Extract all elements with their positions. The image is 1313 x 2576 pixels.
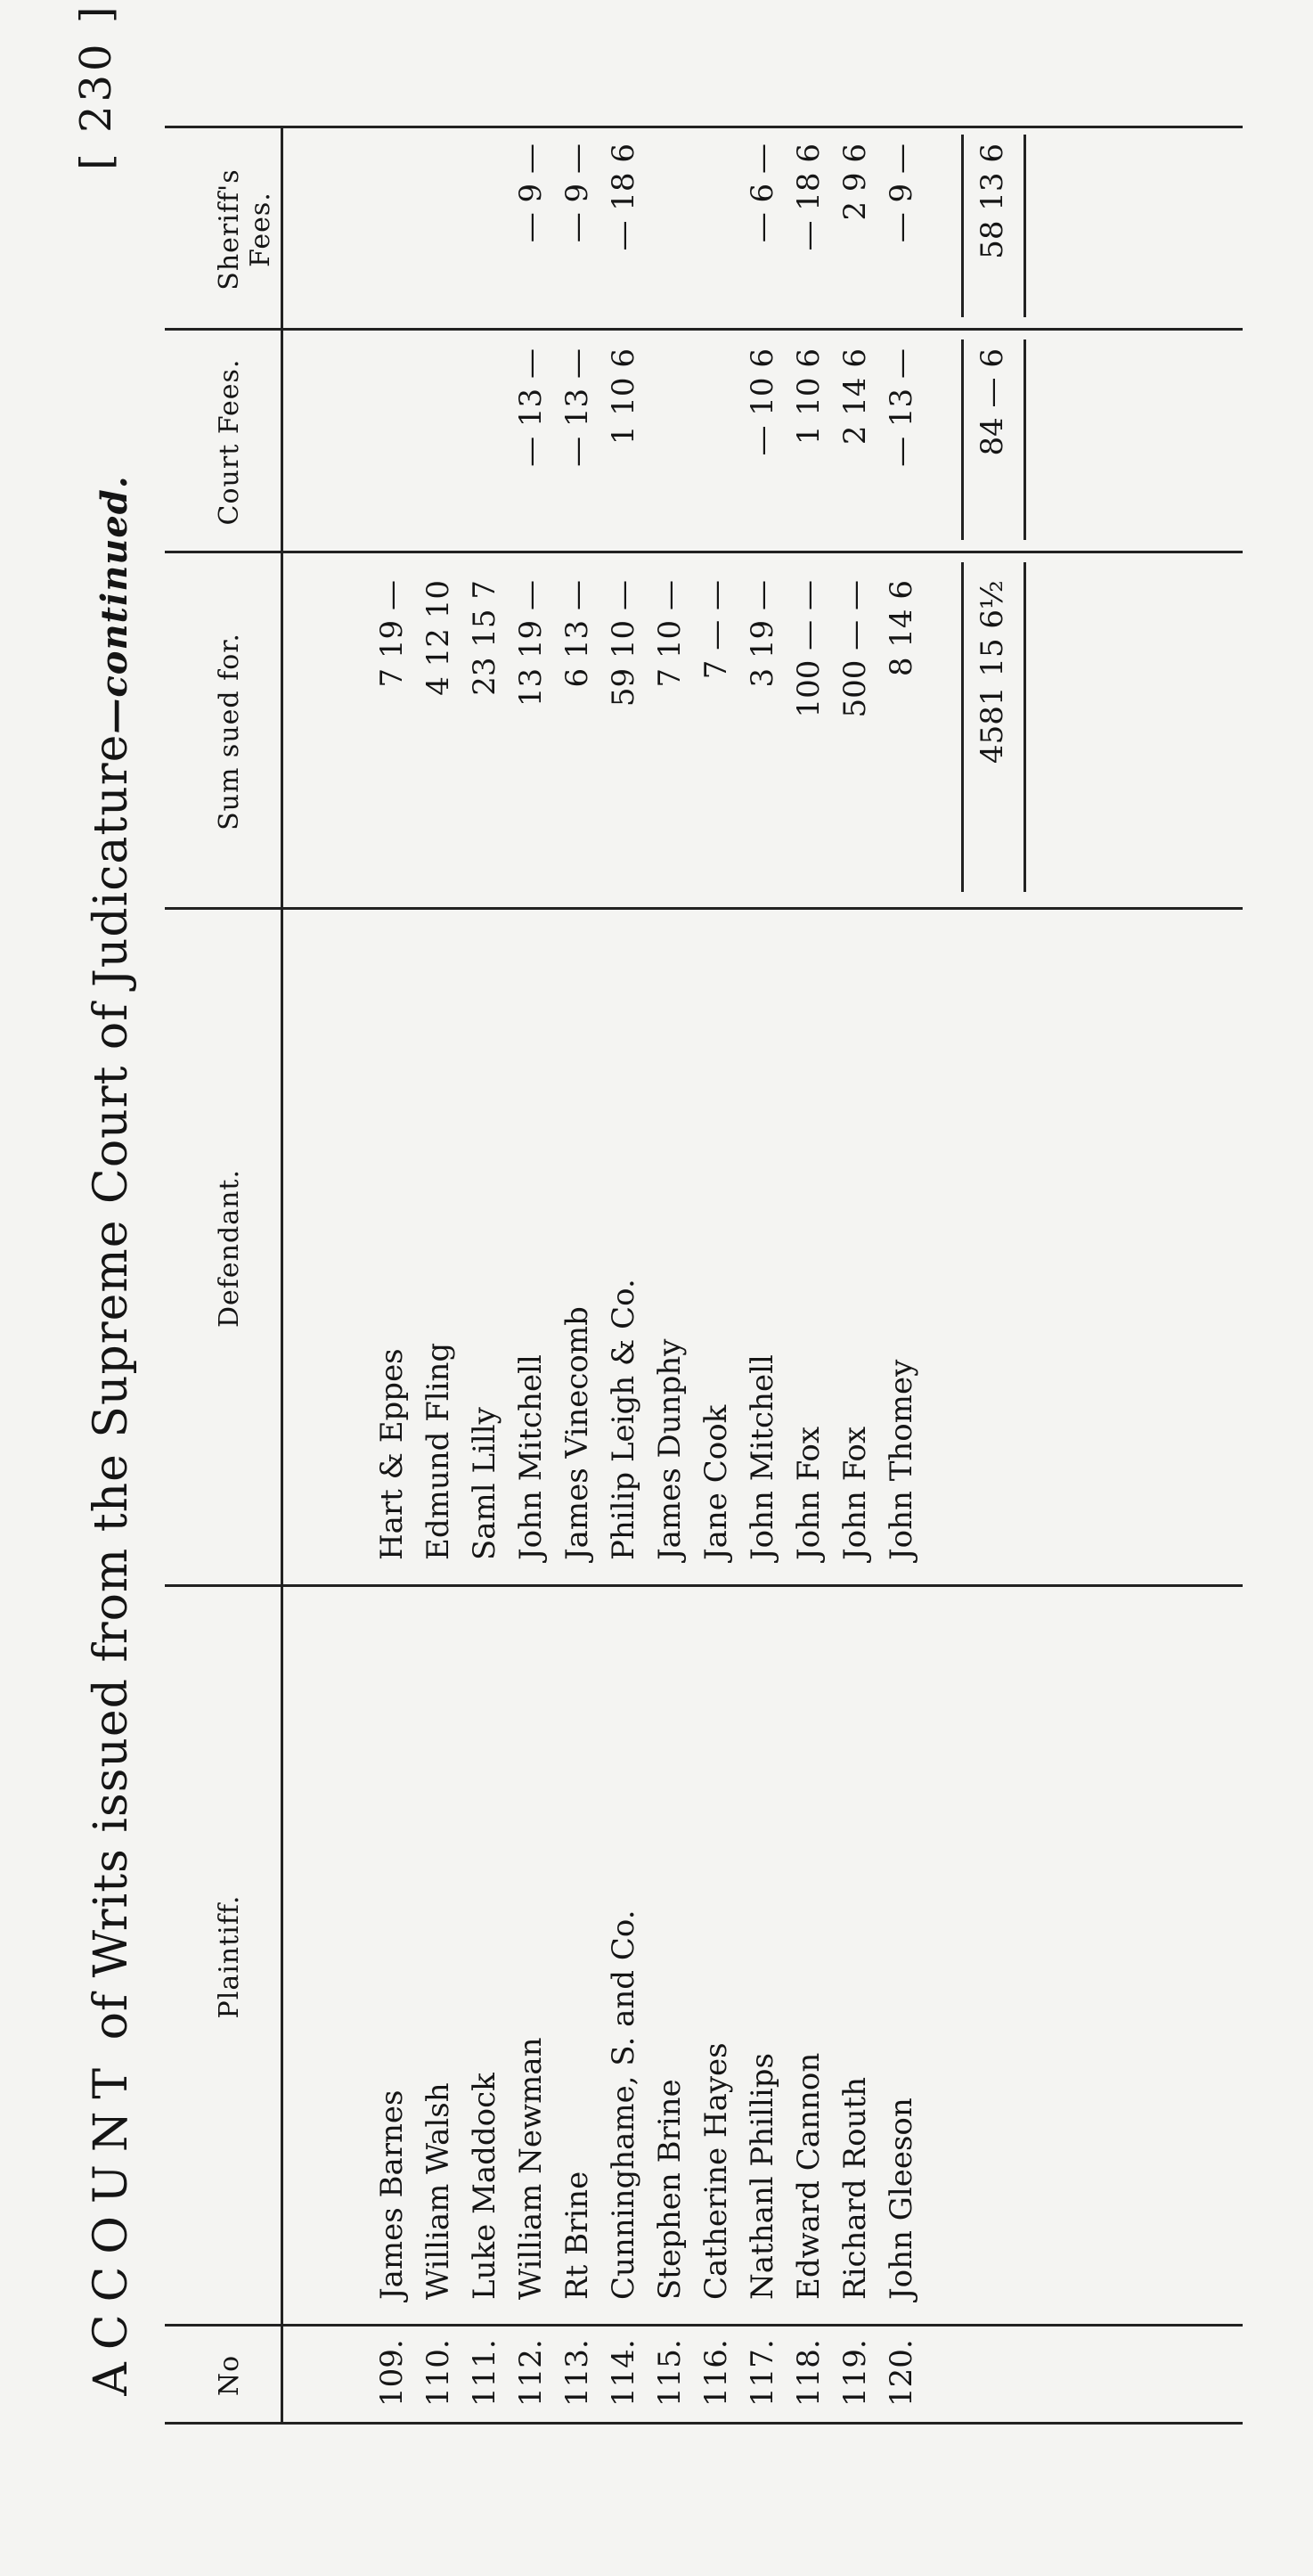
column-header-sum: Sum sued for.	[214, 633, 245, 830]
totals-rule	[961, 135, 964, 317]
plaintiff-name: Richard Routh	[837, 2076, 873, 2300]
row-number: 109.	[374, 2339, 410, 2407]
row-number: 113.	[559, 2339, 595, 2407]
totals-rule	[961, 339, 964, 540]
plaintiff-name: William Walsh	[420, 2082, 456, 2300]
page-number: [ 230 ]	[71, 3, 121, 170]
plaintiff-name: Nathanl Phillips	[745, 2053, 780, 2300]
court-fees: — 10 6	[745, 348, 780, 456]
row-number: 110.	[420, 2339, 456, 2407]
defendant-name: Edmund Fling	[420, 1342, 456, 1560]
plaintiff-name: Stephen Brine	[652, 2079, 688, 2300]
sum-sued: 6 13 —	[559, 580, 595, 688]
column-header-plaintiff: Plaintiff.	[214, 1894, 245, 2019]
heading-rest: of Writs issued from the Supreme Court of Judicature	[85, 733, 138, 2056]
heading-caps: ACCOUNT	[85, 2055, 138, 2396]
column-divider	[165, 328, 1243, 331]
column-divider	[165, 1584, 1243, 1587]
sum-sued: 100 — —	[791, 580, 827, 718]
defendant-name: John Mitchell	[513, 1354, 549, 1560]
plaintiff-name: William Newman	[513, 2037, 549, 2300]
total-sum: 4581 15 6½	[975, 580, 1010, 764]
total-court: 84 — 6	[975, 348, 1010, 456]
sheriff-fees: — 6 —	[745, 143, 780, 243]
sheriff-fees: — 18 6	[606, 143, 641, 251]
sheriff-fees: — 9 —	[559, 143, 595, 243]
row-number: 112.	[513, 2339, 549, 2407]
totals-rule	[961, 562, 964, 892]
plaintiff-name: Rt Brine	[559, 2171, 595, 2300]
column-divider	[165, 2324, 1243, 2327]
header-rule	[281, 126, 283, 2425]
row-number: 111.	[467, 2339, 502, 2407]
sum-sued: 7 10 —	[652, 580, 688, 688]
defendant-name: Jane Cook	[698, 1404, 734, 1560]
defendant-name: Saml Lilly	[467, 1407, 502, 1560]
sum-sued: 4 12 10	[420, 580, 456, 696]
sum-sued: 59 10 —	[606, 580, 641, 707]
column-divider	[165, 551, 1243, 553]
defendant-name: Hart & Eppes	[374, 1348, 410, 1560]
sheriff-fees: 2 9 6	[837, 143, 873, 221]
row-number: 118.	[791, 2339, 827, 2407]
heading-suffix: —continued.	[94, 475, 135, 734]
court-fees: 1 10 6	[791, 348, 827, 446]
sum-sued: 23 15 7	[467, 580, 502, 696]
defendant-name: Philip Leigh & Co.	[606, 1279, 641, 1560]
defendant-name: John Fox	[791, 1426, 827, 1560]
sheriff-fees: — 9 —	[884, 143, 919, 243]
sum-sued: 3 19 —	[745, 580, 780, 688]
row-number: 116.	[698, 2339, 734, 2407]
defendant-name: John Mitchell	[745, 1354, 780, 1560]
plaintiff-name: John Gleeson	[884, 2098, 919, 2300]
sum-sued: 7 — —	[698, 580, 734, 680]
plaintiff-name: Luke Maddock	[467, 2073, 502, 2300]
plaintiff-name: Edward Cannon	[791, 2052, 827, 2300]
row-number: 115.	[652, 2339, 688, 2407]
court-fees: — 13 —	[513, 348, 549, 467]
column-header-defendant: Defendant.	[214, 1169, 245, 1328]
plaintiff-name: James Barnes	[374, 2089, 410, 2300]
document-heading	[85, 455, 138, 2416]
sheriff-fees: — 18 6	[791, 143, 827, 251]
table-border-left	[165, 2422, 1243, 2425]
writs-table	[165, 126, 1243, 2425]
row-number: 119.	[837, 2339, 873, 2407]
defendant-name: John Thomey	[884, 1359, 919, 1560]
row-number: 117.	[745, 2339, 780, 2407]
court-fees: — 13 —	[884, 348, 919, 467]
column-divider	[165, 907, 1243, 910]
row-number: 120.	[884, 2339, 919, 2407]
sum-sued: 8 14 6	[884, 580, 919, 677]
sum-sued: 13 19 —	[513, 580, 549, 707]
total-sheriff: 58 13 6	[975, 143, 1010, 259]
plaintiff-name: Catherine Hayes	[698, 2042, 734, 2300]
totals-rule	[1023, 562, 1026, 892]
defendant-name: James Vinecomb	[559, 1306, 595, 1560]
court-fees: 2 14 6	[837, 348, 873, 446]
sum-sued: 500 — —	[837, 580, 873, 718]
court-fees: 1 10 6	[606, 348, 641, 446]
sum-sued: 7 19 —	[374, 580, 410, 688]
plaintiff-name: Cunninghame, S. and Co.	[606, 1910, 641, 2300]
table-border-right	[165, 126, 1243, 128]
totals-rule	[1023, 339, 1026, 540]
defendant-name: John Fox	[837, 1426, 873, 1560]
column-header-no: No	[214, 2354, 245, 2397]
column-header-court-fees: Court Fees.	[214, 358, 245, 526]
court-fees: — 13 —	[559, 348, 595, 467]
column-header-sheriff-fees: Sheriff's Fees.	[214, 168, 276, 290]
totals-rule	[1023, 135, 1026, 317]
defendant-name: James Dunphy	[652, 1338, 688, 1560]
sheriff-fees: — 9 —	[513, 143, 549, 243]
row-number: 114.	[606, 2339, 641, 2407]
